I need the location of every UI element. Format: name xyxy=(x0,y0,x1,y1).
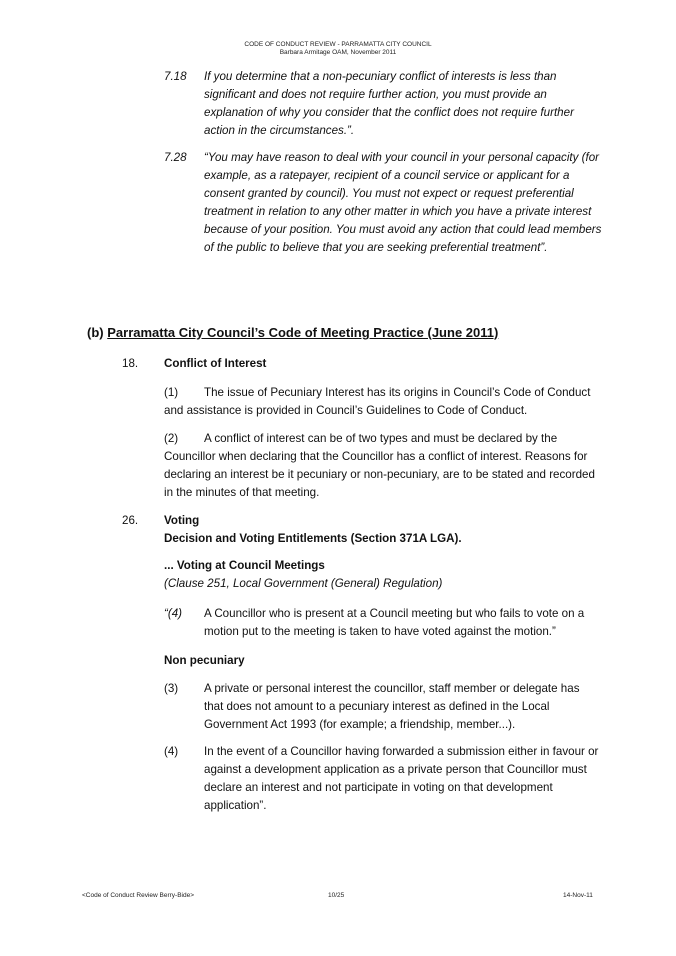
item-number-18: 18. xyxy=(122,357,139,370)
voting-reference-text: (Clause 251, Local Government (General) Regulation) xyxy=(164,577,443,590)
header-title: CODE OF CONDUCT REVIEW - PARRAMATTA CITY COUNCIL xyxy=(244,41,432,48)
non-pecuniary-4-text: In the event of a Councillor having forwarded a submission either in favour or against a development application as a private person that Councillor must declare an interest and not participate in voting on that development application”. xyxy=(204,745,599,812)
clause-text-7-18: If you determine that a non-pecuniary conflict of interests is less than significant and does not require further action, you must provide an explanation of why you consider that the conflict does not require further action in the circumstances.”. xyxy=(204,70,574,137)
item26-p4-text: A Councillor who is present at a Council meeting but who fails to vote on a motion put to the meeting is taken to have voted against the motion.” xyxy=(204,607,585,638)
section-label: (b) xyxy=(87,325,104,340)
clause-number-7-18: 7.18 xyxy=(164,70,187,83)
item18-p2-text: A conflict of interest can be of two types and must be declared by the Councillor when declaring that the Councillor has a conflict of interest. Reasons for declaring an interest be it pecuniary or non-pecuniary, are to be stated and recorded in the minutes of that meeting. xyxy=(164,432,595,499)
item-heading-voting: Voting xyxy=(164,514,200,527)
clause-text-7-28: “You may have reason to deal with your council in your personal capacity (for example, as a ratepayer, recipient of a council service or applicant for a consent granted by council). You must not expect or request preferential treatment in relation to any other matter in which you have a private interest because of your position. You must avoid any action that could lead members of the public to believe that you are seeking preferential treatment”. xyxy=(204,151,602,254)
voting-meetings-heading: ... Voting at Council Meetings xyxy=(164,559,325,572)
header-author: Barbara Armitage OAM, November 2011 xyxy=(279,49,397,56)
item18-p1-number: (1) xyxy=(164,386,179,399)
item18-p1-text: The issue of Pecuniary Interest has its origins in Council’s Code of Conduct and assistance is provided in Council’s Guidelines to Code of Conduct. xyxy=(164,386,591,417)
item-number-26: 26. xyxy=(122,514,139,527)
clause-number-7-28: 7.28 xyxy=(164,151,187,164)
item18-paragraph-2 xyxy=(164,430,599,502)
non-pecuniary-heading: Non pecuniary xyxy=(164,654,245,667)
item18-paragraph-1 xyxy=(164,384,599,420)
page-header xyxy=(0,41,676,57)
footer-date: 14-Nov-11 xyxy=(563,892,593,899)
item26-p4-number: “(4) xyxy=(164,607,183,620)
footer-page-number: 10/25 xyxy=(328,892,345,899)
non-pecuniary-4-number: (4) xyxy=(164,745,179,758)
section-title: Parramatta City Council’s Code of Meeting Practice (June 2011) xyxy=(107,325,499,340)
section-heading xyxy=(87,324,498,342)
voting-reference xyxy=(164,575,442,593)
item18-p2-number: (2) xyxy=(164,432,179,445)
item-subheading-entitlements: Decision and Voting Entitlements (Section 371A LGA). xyxy=(164,532,462,545)
footer-document-name: <Code of Conduct Review Berry-Bide> xyxy=(82,892,195,899)
non-pecuniary-3-number: (3) xyxy=(164,682,179,695)
item-heading-conflict: Conflict of Interest xyxy=(164,357,267,370)
non-pecuniary-3-text: A private or personal interest the councillor, staff member or delegate has that does not amount to a pecuniary interest as defined in the Local Government Act 1993 (for example; a friendship, member...). xyxy=(204,682,580,731)
